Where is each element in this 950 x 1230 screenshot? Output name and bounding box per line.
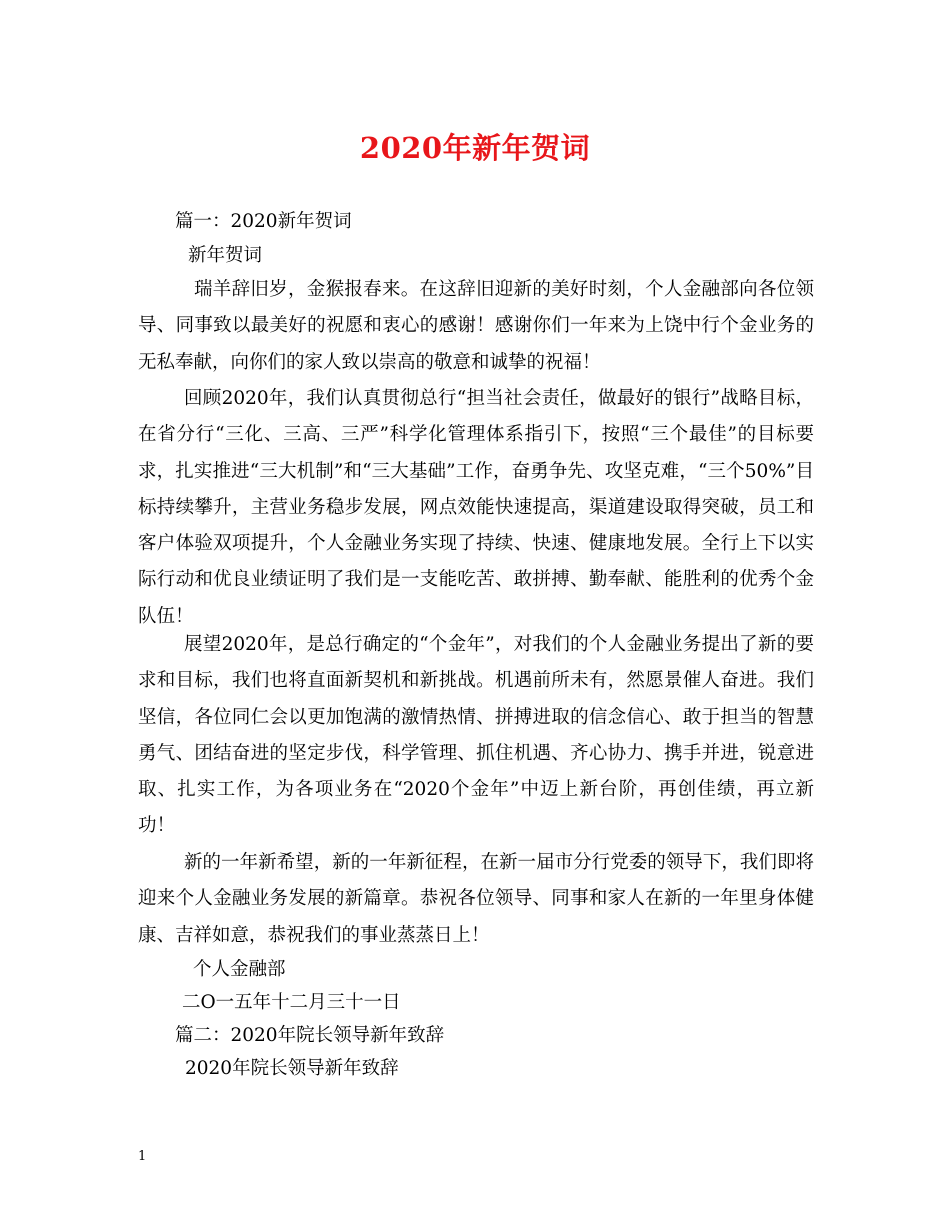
- section2-heading: 篇二：2020年院长领导新年致辞: [175, 1025, 445, 1046]
- paragraph-greeting: 瑞羊辞旧岁，金猴报春来。在这辞旧迎新的美好时刻，个人金融部向各位领导、同事致以最美好的祝愿和衷心的感谢！感谢你们一年来为上饶中行个金业务的无私奉献，向你们的家人致以崇高的敬意和诚挚的祝福！: [138, 279, 814, 373]
- section2-subtitle: 2020年院长领导新年致辞: [185, 1058, 399, 1079]
- section1-subtitle: 新年贺词: [188, 245, 263, 266]
- section1-heading: 篇一：2020新年贺词: [175, 211, 352, 232]
- signature-department: 个人金融部: [193, 959, 286, 980]
- paragraph-review: 回顾2020年，我们认真贯彻总行“担当社会责任，做最好的银行”战略目标，在省分行“三化、三高、三严”科学化管理体系指引下，按照“三个最佳”的目标要求，扎实推进“三大机制”和“三大基础”工作，奋勇争先、攻坚克难，“三个50%”目标持续攀升，主营业务稳步发展，网点效能快速提高，渠道建设取得突破，员工和客户体验双项提升，个人金融业务实现了持续、快速、健康地发展。全行上下以实际行动和优良业绩证明了我们是一支能吃苦、敢拼搏、勤奉献、能胜利的优秀个金队伍！: [138, 388, 814, 627]
- paragraph-outlook: 展望2020年，是总行确定的“个金年”，对我们的个人金融业务提出了新的要求和目标，我们也将直面新契机和新挑战。机遇前所未有，然愿景催人奋进。我们坚信，各位同仁会以更加饱满的激情热情、拼搏进取的信念信心、敢于担当的智慧勇气、团结奋进的坚定步伐，科学管理、抓住机遇、齐心协力、携手并进，锐意进取、扎实工作，为各项业务在“2020个金年”中迈上新台阶，再创佳绩，再立新功！: [138, 634, 814, 837]
- signature-date: 二O一五年十二月三十一日: [182, 992, 401, 1013]
- page-number: 1: [138, 1149, 147, 1164]
- document-title: 2020年新年贺词: [359, 131, 591, 165]
- paragraph-wishes: 新的一年新希望，新的一年新征程，在新一届市分行党委的领导下，我们即将迎来个人金融业务发展的新篇章。恭祝各位领导、同事和家人在新的一年里身体健康、吉祥如意，恭祝我们的事业蒸蒸日上！: [138, 852, 814, 946]
